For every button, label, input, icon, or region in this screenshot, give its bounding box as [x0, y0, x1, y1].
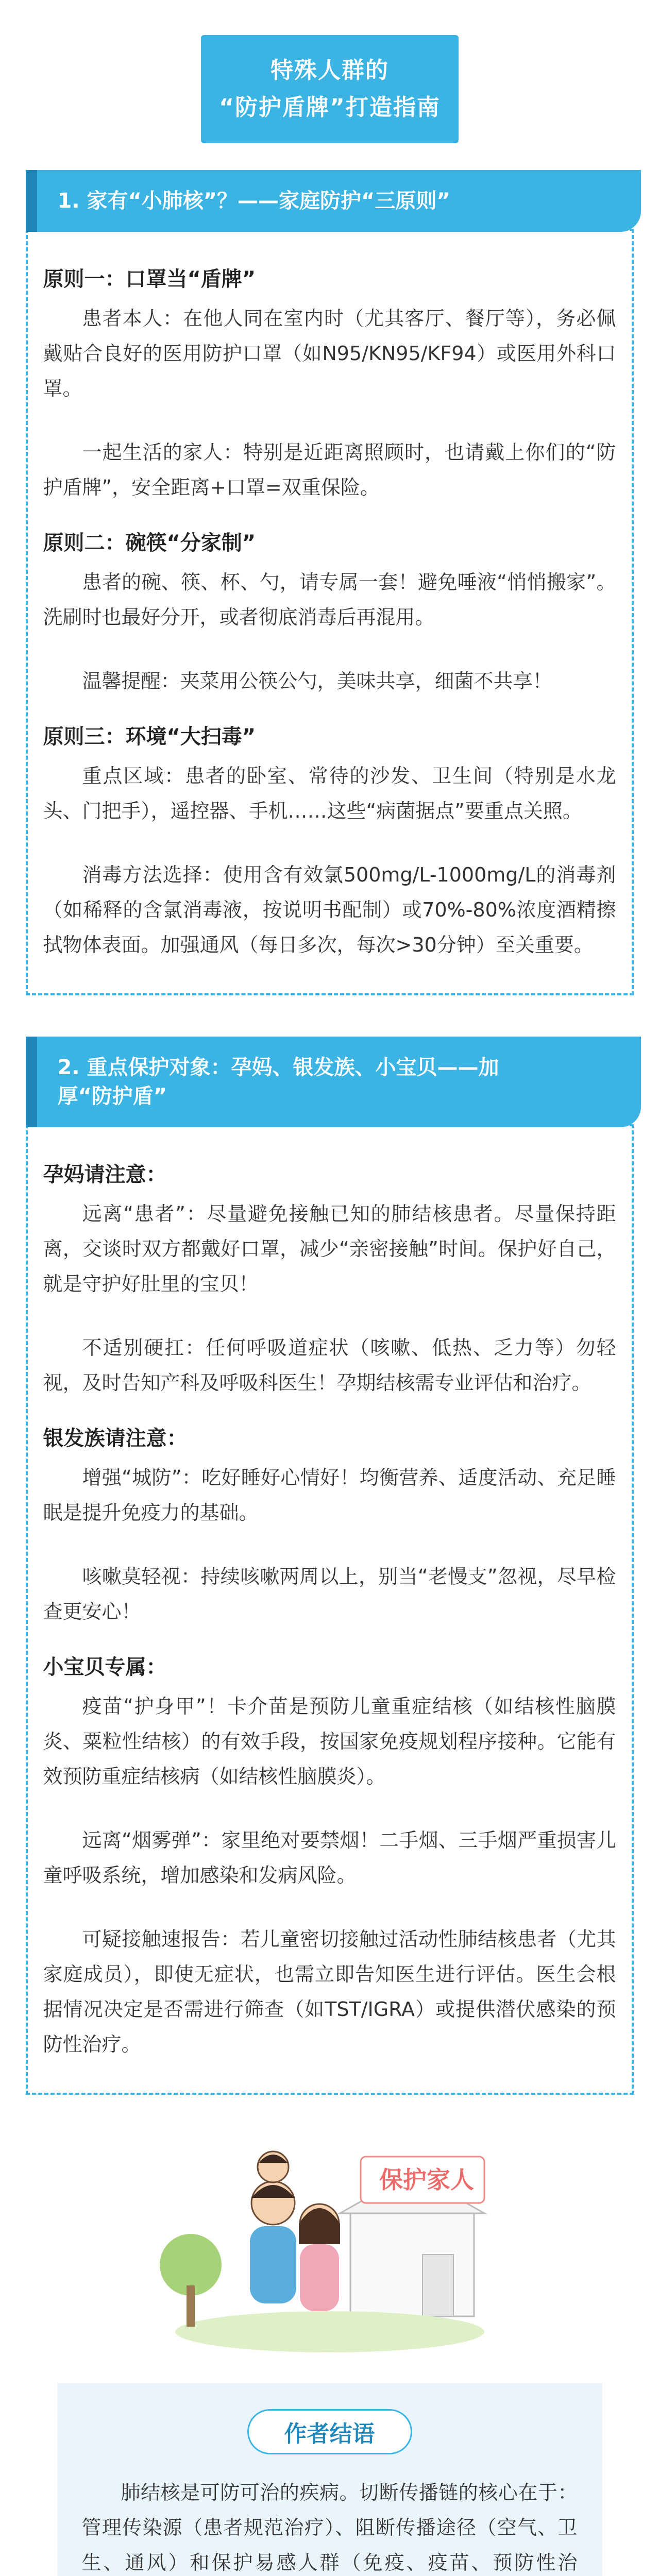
tab-edge-decoration: [26, 1037, 37, 1127]
section1-heading-tab: [37, 170, 641, 232]
rule1-title: 原则一：口罩当“盾牌”: [43, 267, 256, 291]
corner-bracket-icon: [195, 29, 212, 46]
rule2-para1: 患者的碗、筷、杯、勺，请专属一套！避免唾液“悄悄搬家”。洗刷时也最好分开，或者彻底消毒后再混用。: [43, 571, 616, 629]
section2-heading-line2: 厚“防护盾”: [57, 1084, 167, 1108]
group-elderly-para2: 咳嗽莫轻视：持续咳嗽两周以上，别当“老慢支”忽视，尽早检查更安心！: [43, 1565, 616, 1623]
family-illustration: [0, 2136, 659, 2363]
rule3-para2: 消毒方法选择：使用含有效氯500mg/L-1000mg/L的消毒剂（如稀释的含氯消毒液，按说明书配制）或70%-80%浓度酒精擦拭物体表面。加强通风（每日多次，每次>30分钟）至关重要。: [43, 863, 616, 956]
rule2-para2: 温馨提醒：夹菜用公筷公勺，美味共享，细菌不共享！: [82, 670, 552, 692]
header-title-line2: “防护盾牌”打造指南: [219, 94, 441, 121]
group-children-para2: 远离“烟雾弹”：家里绝对要禁烟！二手烟、三手烟严重损害儿童呼吸系统，增加感染和发病风险。: [43, 1829, 616, 1887]
corner-bracket-icon: [447, 132, 465, 149]
section-key-groups: [26, 1037, 634, 2095]
illustration-caption: 保护家人: [379, 2166, 474, 2194]
group-pregnant-para1: 远离“患者”：尽量避免接触已知的肺结核患者。尽量保持距离，交谈时双方都戴好口罩，减少“亲密接触”时间。保护好自己，就是守护好肚里的宝贝！: [43, 1202, 616, 1295]
group-elderly-para1: 增强“城防”：吃好睡好心情好！均衡营养、适度活动、充足睡眠是提升免疫力的基础。: [43, 1466, 616, 1524]
summary-text: 肺结核是可防可治的疾病。切断传播链的核心在于：管理传染源（患者规范治疗）、阻断传播途径（空气、卫生、通风）和保护易感人群（免疫、疫苗、预防性治: [81, 2481, 578, 2574]
section1-content-box: [26, 229, 634, 995]
rule1-para2: 一起生活的家人：特别是近距离照顾时，也请戴上你们的“防护盾牌”，安全距离+口罩=双重保险。: [43, 441, 616, 499]
header-banner-area: [0, 0, 659, 170]
author-summary-box: [57, 2383, 602, 2576]
summary-title-pill: [247, 2409, 412, 2454]
rule2-title: 原则二：碗筷“分家制”: [43, 531, 256, 555]
section2-heading-line1: 2. 重点保护对象：孕妈、银发族、小宝贝——加: [57, 1056, 499, 1079]
section-family-protection: [26, 170, 634, 995]
rule1-para1: 患者本人：在他人同在室内时（尤其客厅、餐厅等），务必佩戴贴合良好的医用防护口罩（如N95/KN95/KF94）或医用外科口罩。: [43, 307, 616, 400]
rule3-para1: 重点区域：患者的卧室、常待的沙发、卫生间（特别是水龙头、门把手），遥控器、手机……这些“病菌据点”要重点关照。: [43, 765, 616, 822]
group-children-para1: 疫苗“护身甲”！卡介苗是预防儿童重症结核（如结核性脑膜炎、粟粒性结核）的有效手段，按国家免疫规划程序接种。它能有效预防重症结核病（如结核性脑膜炎）。: [43, 1695, 616, 1788]
group-children-title: 小宝贝专属：: [43, 1655, 167, 1679]
group-elderly-title: 银发族请注意：: [43, 1427, 188, 1450]
header-title-line1: 特殊人群的: [271, 57, 389, 83]
group-pregnant-para2: 不适别硬扛：任何呼吸道症状（咳嗽、低热、乏力等）勿轻视，及时告知产科及呼吸科医生！孕期结核需专业评估和治疗。: [43, 1336, 616, 1394]
section2-heading-tab: [37, 1037, 641, 1127]
section2-heading: [58, 1053, 499, 1111]
tab-edge-decoration: [26, 170, 37, 232]
rule3-title: 原则三：环境“大扫毒”: [43, 725, 256, 749]
group-children-para3: 可疑接触速报告：若儿童密切接触过活动性肺结核患者（尤其家庭成员），即使无症状，也需立即告知医生进行评估。医生会根据情况决定是否需进行筛查（如TST/IGRA）或提供潜伏感染的预防性治疗。: [43, 1928, 616, 2056]
header-banner: [201, 35, 459, 143]
section2-content-box: [26, 1124, 634, 2095]
group-pregnant-title: 孕妈请注意：: [43, 1163, 167, 1187]
section1-heading: 1. 家有“小肺核”？——家庭防护“三原则”: [57, 189, 450, 213]
summary-title: 作者结语: [284, 2421, 375, 2447]
